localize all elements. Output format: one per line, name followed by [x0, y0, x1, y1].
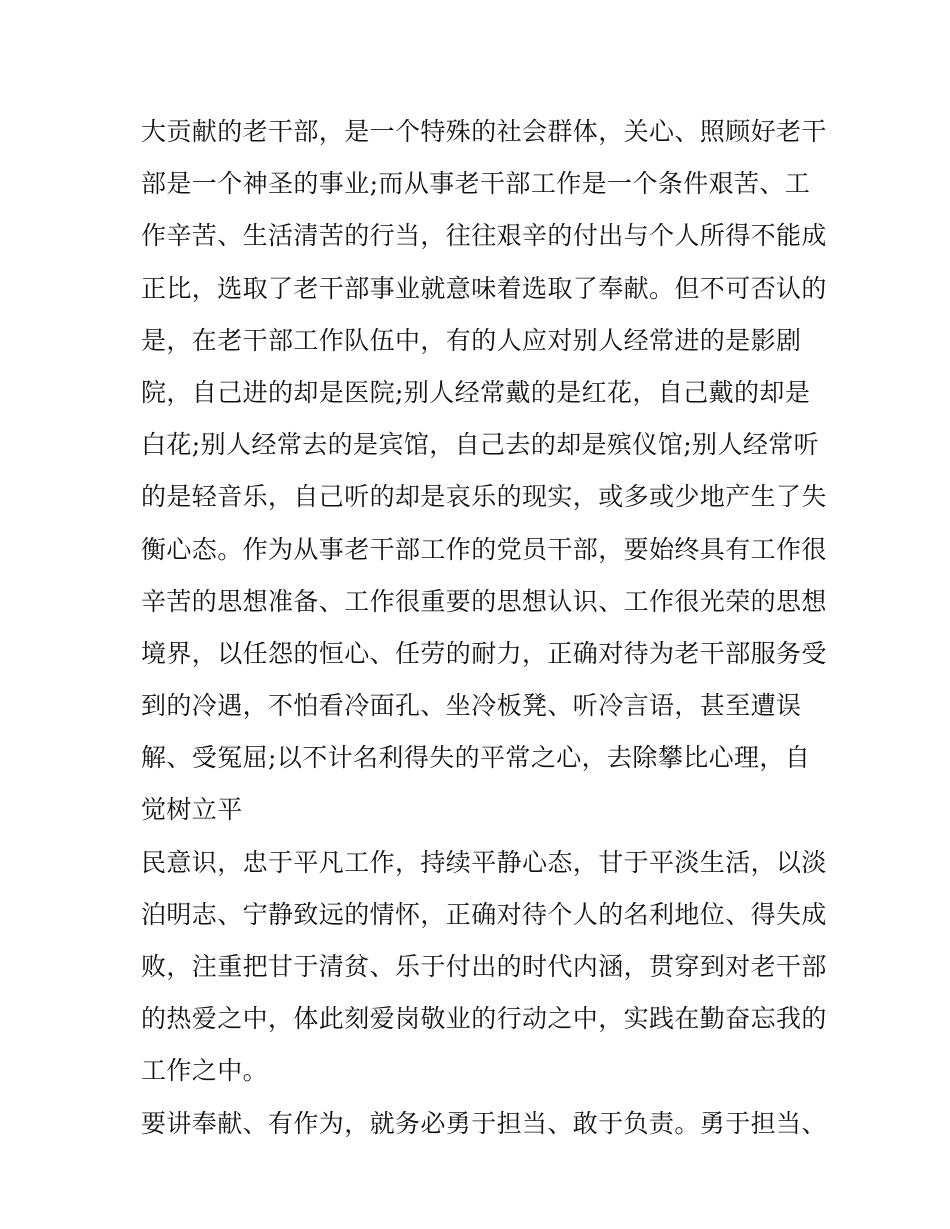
text-line: 白花;别人经常去的是宾馆，自己去的却是殡仪馆;别人经常听	[141, 430, 820, 460]
text-line: 泊明志、宁静致远的情怀，正确对待个人的名利地位、得失成	[141, 899, 827, 929]
text-line: 辛苦的思想准备、工作很重要的思想认识、工作很光荣的思想	[141, 586, 827, 616]
text-line: 是，在老干部工作队伍中，有的人应对别人经常进的是影剧	[141, 325, 802, 355]
text-line: 正比，选取了老干部事业就意味着选取了奉献。但不可否认的	[141, 273, 827, 303]
text-line: 作辛苦、生活清苦的行当，往往艰辛的付出与个人所得不能成	[141, 221, 827, 251]
text-line: 的是轻音乐，自己听的却是哀乐的现实，或多或少地产生了失	[141, 482, 827, 512]
text-line: 工作之中。	[141, 1056, 269, 1086]
text-line: 衡心态。作为从事老干部工作的党员干部，要始终具有工作很	[141, 534, 827, 564]
text-line: 院，自己进的却是医院;别人经常戴的是红花，自己戴的却是	[141, 377, 811, 407]
text-line: 境界，以任怨的恒心、任劳的耐力，正确对待为老干部服务受	[141, 638, 827, 668]
text-line: 到的冷遇，不怕看冷面孔、坐冷板凳、听冷言语，甚至遭误	[141, 691, 802, 721]
text-line: 的热爱之中，体此刻爱岗敬业的行动之中，实践在勤奋忘我的	[141, 1004, 827, 1034]
text-line: 大贡献的老干部，是一个特殊的社会群体，关心、照顾好老干	[141, 117, 827, 146]
text-line: 解、受冤屈;以不计名利得失的平常之心，去除攀比心理，自	[141, 743, 811, 773]
text-line: 觉树立平	[141, 795, 243, 825]
text-line: 要讲奉献、有作为，就务必勇于担当、敢于负责。勇于担当、	[141, 1108, 827, 1138]
text-line: 民意识，忠于平凡工作，持续平静心态，甘于平淡生活，以淡	[141, 847, 827, 877]
body-text	[141, 106, 827, 1150]
text-line: 部是一个神圣的事业;而从事老干部工作是一个条件艰苦、工	[141, 169, 811, 199]
text-line: 败，注重把甘于清贫、乐于付出的时代内涵，贯穿到对老干部	[141, 952, 827, 981]
